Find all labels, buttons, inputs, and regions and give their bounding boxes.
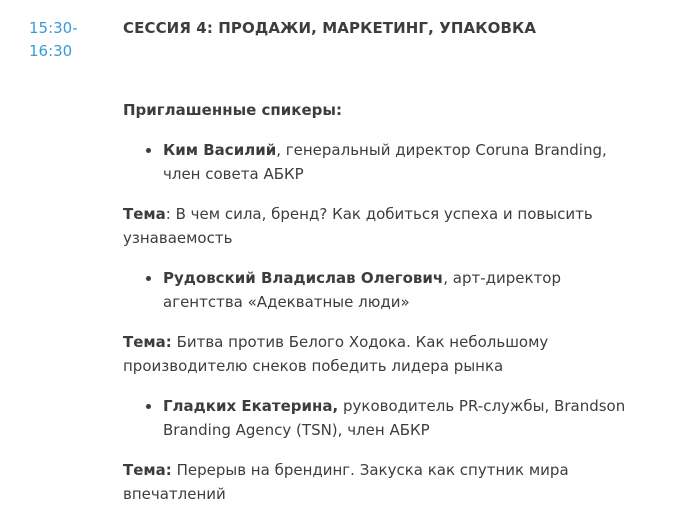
topic-label: Тема: [123, 461, 172, 479]
topic [123, 458, 643, 506]
session-content [123, 17, 663, 503]
speaker-description: руководитель PR-службы, Brandson Branding Agency (TSN), член АБКР [163, 397, 626, 439]
topic [123, 202, 643, 250]
time-start: 15:30- [29, 19, 78, 37]
speaker-name: Рудовский Владислав Олегович [163, 269, 444, 287]
invited-speakers-label: Приглашенные спикеры: [123, 101, 342, 119]
speaker-item [123, 394, 643, 442]
speaker-description: , генеральный директор Coruna Branding, член совета АБКР [163, 141, 607, 183]
bullet-icon [146, 148, 151, 153]
speaker-name: Ким Василий [163, 141, 277, 159]
topic-text: : В чем сила, бренд? Как добиться успеха и повысить узнаваемость [123, 205, 593, 247]
speaker-item [123, 266, 643, 314]
topic-text: Битва против Белого Ходока. Как небольшому производителю снеков победить лидера рынка [123, 333, 549, 375]
session-time [29, 17, 99, 63]
topic-text: Перерыв на брендинг. Закуска как спутник мира впечатлений [123, 461, 569, 503]
time-end: 16:30 [29, 42, 73, 60]
speaker-name: Гладких Екатерина, [163, 397, 339, 415]
bullet-icon [146, 276, 151, 281]
speaker-description: , арт-директор агентства «Адекватные люди» [163, 269, 562, 311]
topic [123, 330, 643, 378]
topic-label: Тема: [123, 333, 172, 351]
speaker-item [123, 138, 643, 186]
bullet-icon [146, 404, 151, 409]
session-title: СЕССИЯ 4: ПРОДАЖИ, МАРКЕТИНГ, УПАКОВКА [123, 19, 537, 37]
topic-label: Тема [123, 205, 166, 223]
